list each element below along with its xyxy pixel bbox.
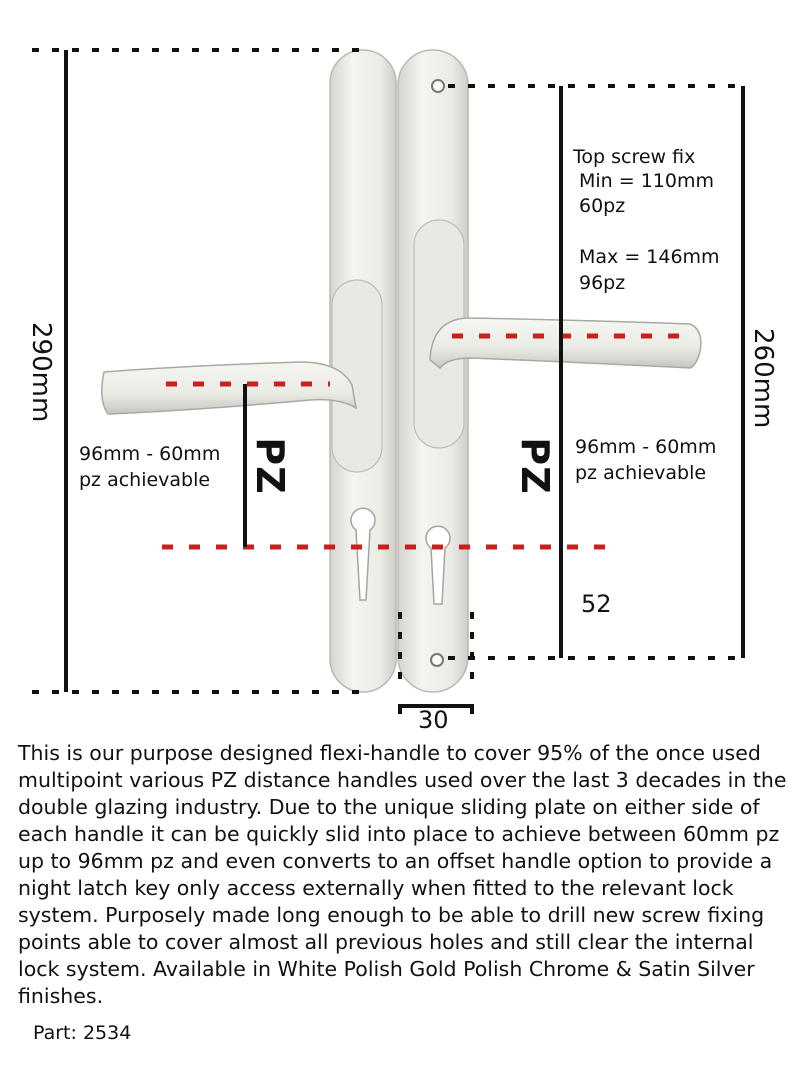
right-lever [430,318,701,368]
part-number: Part: 2534 [33,1022,132,1044]
height-260-label: 260mm [748,328,778,429]
bottom-screw-hole [431,654,443,666]
top-screw-min-pz: 60pz [579,195,626,217]
height-290-label: 290mm [26,322,56,423]
top-screw-max: Max = 146mm [579,246,720,268]
offset-52-label: 52 [581,590,612,618]
product-description: This is our purpose designed flexi-handle to cover 95% of the once used multipoint various PZ distance handles used over the last 3 decades in the double glazing industry. Due to the unique sliding plate on either side of each handle it can be quickly slid into place to achieve between 60mm pz up to 96mm pz and even converts to an offset handle option to provide a night latch key only access externally when fitted to the relevant lock system. Purposely made long enough to be able to drill new screw fixing points able to cover almost all previous holes and still clear the internal lock system. Available in White Polish Gold Polish Chrome & Satin Silver finishes. [18,741,787,1008]
top-screw-title: Top screw fix [573,146,696,168]
left-range-line1: 96mm - 60mm [79,443,221,465]
right-backplate [398,50,468,692]
pz-left-label: PZ [248,437,292,495]
right-range-line1: 96mm - 60mm [575,436,717,458]
left-range-line2: pz achievable [79,469,211,491]
width-30-label: 30 [418,706,449,734]
left-lever [102,362,356,414]
pz-right-label: PZ [513,437,557,495]
top-screw-min: Min = 110mm [579,170,714,192]
top-screw-max-pz: 96pz [579,272,626,294]
right-range-line2: pz achievable [575,462,707,484]
top-screw-hole [432,80,444,92]
